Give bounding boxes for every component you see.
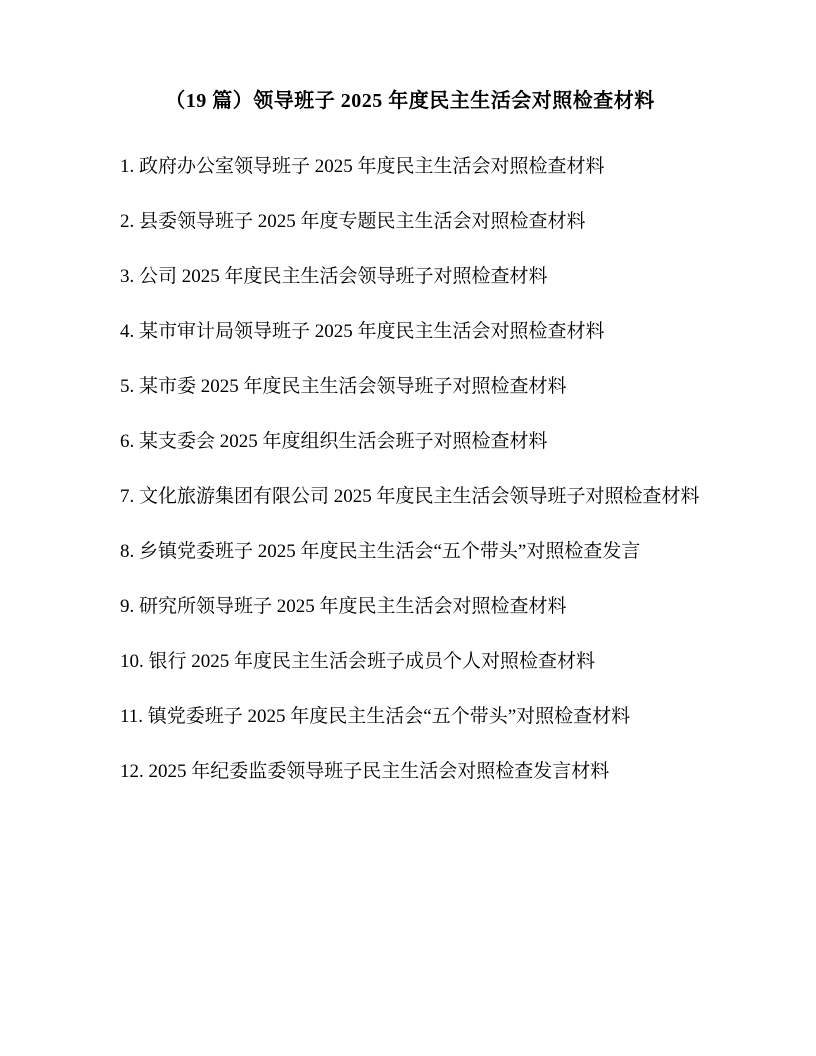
list-item: 10. 银行 2025 年度民主生活会班子成员个人对照检查材料 [120, 651, 596, 672]
list-item: 3. 公司 2025 年度民主生活会领导班子对照检查材料 [120, 266, 548, 287]
list-item: 7. 文化旅游集团有限公司 2025 年度民主生活会领导班子对照检查材料 [120, 486, 700, 507]
list-item: 2. 县委领导班子 2025 年度专题民主生活会对照检查材料 [120, 211, 586, 232]
list-item: 11. 镇党委班子 2025 年度民主生活会“五个带头”对照检查材料 [120, 706, 631, 727]
list-item: 4. 某市审计局领导班子 2025 年度民主生活会对照检查材料 [120, 321, 605, 342]
list-item: 1. 政府办公室领导班子 2025 年度民主生活会对照检查材料 [120, 156, 605, 177]
list-item: 6. 某支委会 2025 年度组织生活会班子对照检查材料 [120, 431, 548, 452]
list-item: 12. 2025 年纪委监委领导班子民主生活会对照检查发言材料 [120, 761, 610, 782]
list-item: 9. 研究所领导班子 2025 年度民主生活会对照检查材料 [120, 596, 567, 617]
list-item: 5. 某市委 2025 年度民主生活会领导班子对照检查材料 [120, 376, 567, 397]
list-item: 8. 乡镇党委班子 2025 年度民主生活会“五个带头”对照检查发言 [120, 541, 641, 562]
page-title: （19 篇）领导班子 2025 年度民主生活会对照检查材料 [165, 90, 655, 112]
